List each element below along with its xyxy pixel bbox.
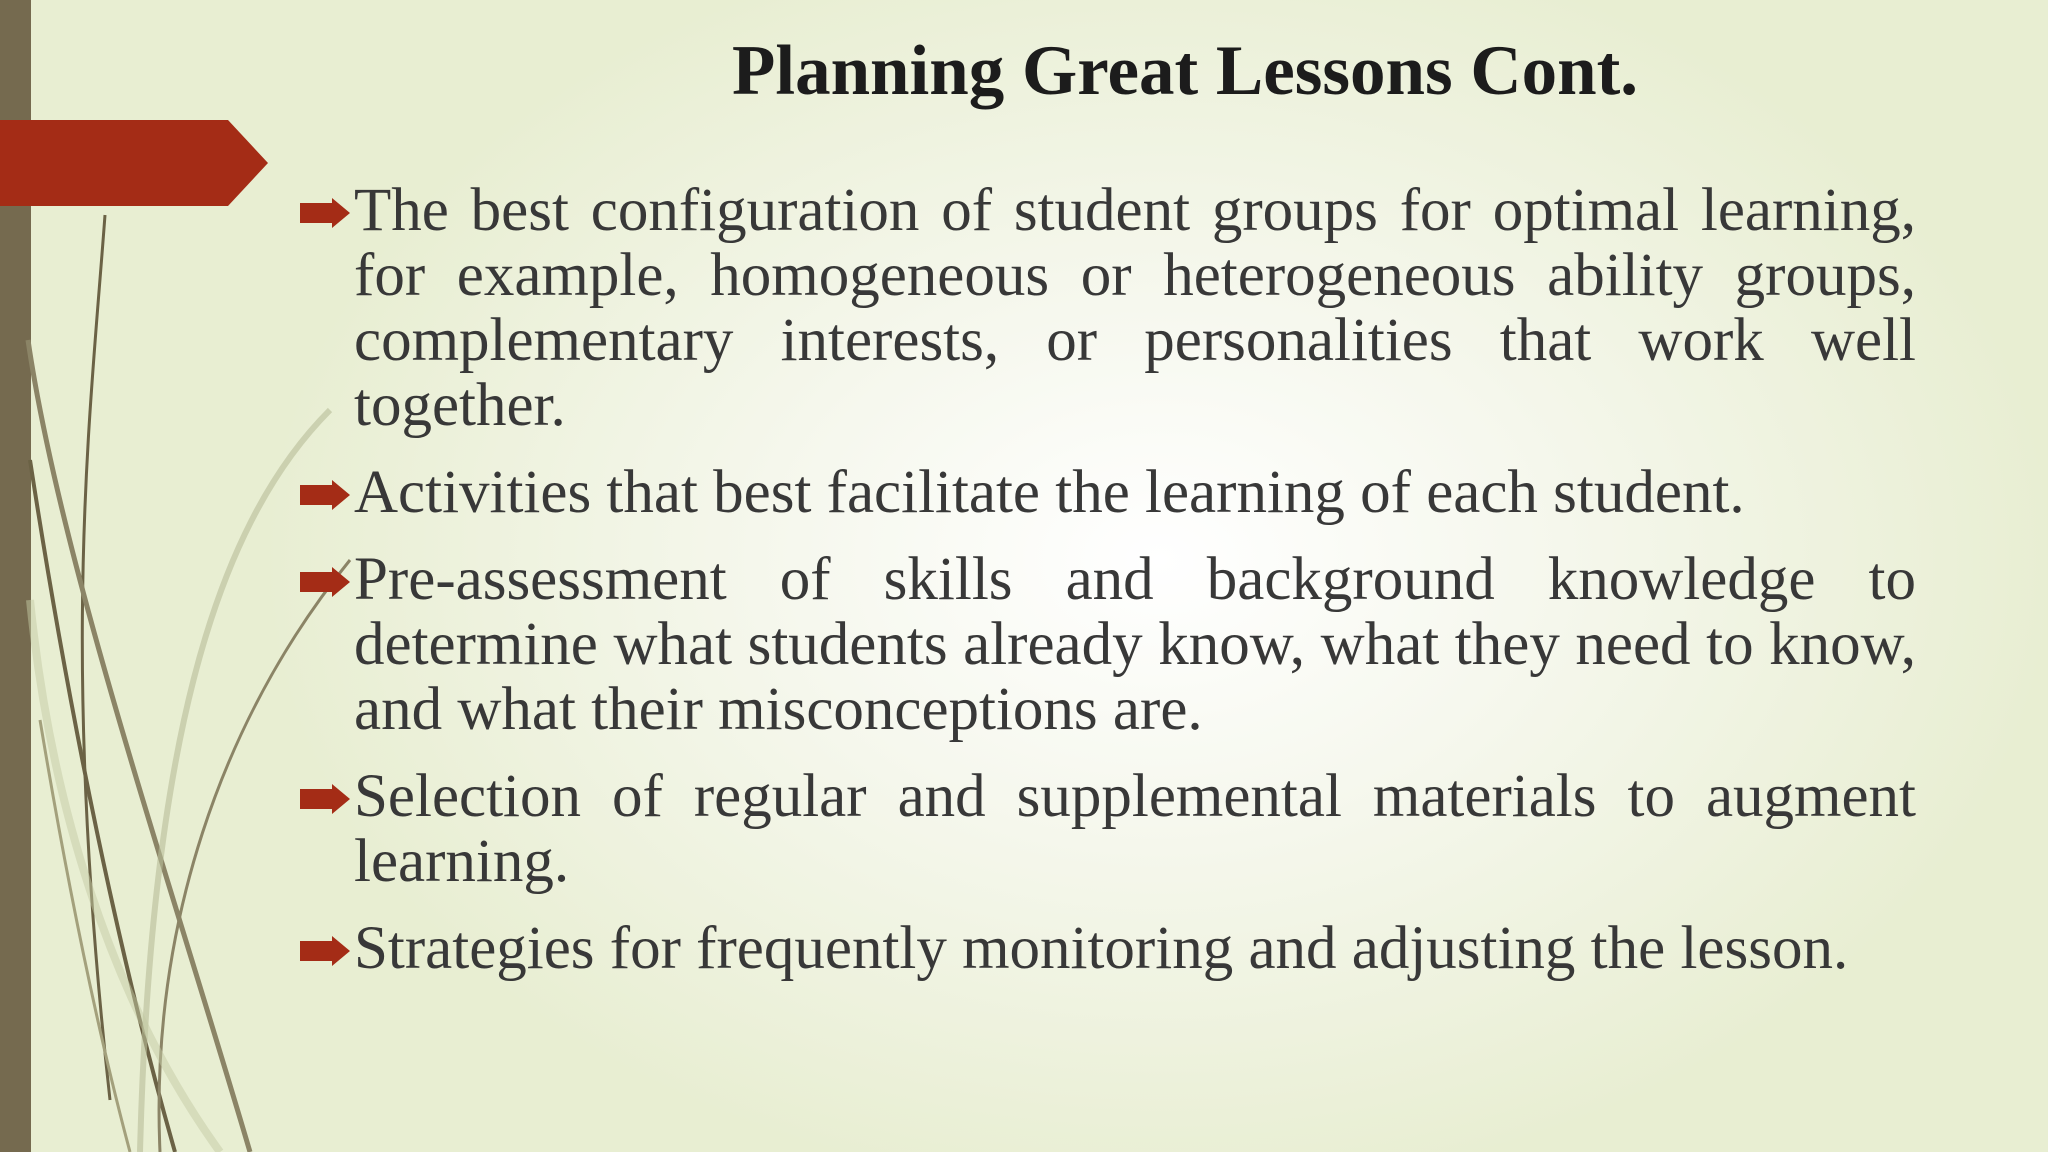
bullet-item [296,460,1916,525]
bullet-item [296,547,1916,742]
bullet-item [296,178,1916,438]
bullet-text: Selection of regular and supplemental materials to augment learning. [354,763,1916,895]
arrow-right-icon [300,936,350,966]
bullet-item [296,916,1916,981]
arrow-right-icon [300,198,350,228]
bullet-list [296,178,1916,1003]
arrow-right-icon [300,784,350,814]
slide-title: Planning Great Lessons Cont. [731,32,1639,110]
arrow-right-icon [300,567,350,597]
arrow-right-icon [300,480,350,510]
bullet-text: The best configuration of student groups for optimal learning, for example, homogeneous or heterogeneous ability groups, complementary interests, or personalities that work well together. [354,177,1916,439]
bullet-text: Activities that best facilitate the learning of each student. [354,459,1745,526]
red-arrow-banner-icon [0,120,268,206]
bullet-text: Strategies for frequently monitoring and adjusting the lesson. [354,915,1849,982]
bullet-text: Pre-assessment of skills and background knowledge to determine what students already know, what they need to know, and what their misconceptions are. [354,546,1916,743]
bullet-item [296,764,1916,894]
